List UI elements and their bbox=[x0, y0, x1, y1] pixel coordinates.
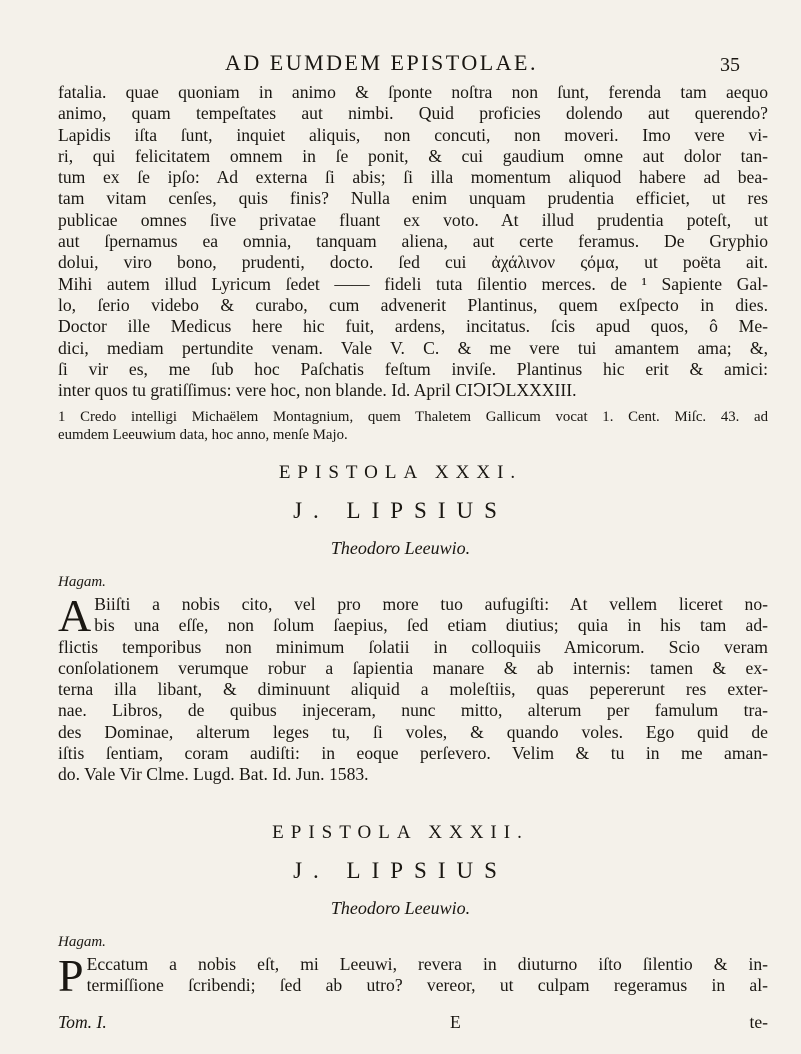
epistola-32-dropcap: P bbox=[58, 950, 84, 1001]
text-line: tum ex ſe ipſo: Ad externa ſi abis; ſi illa momentum aliquod habere ad bea- bbox=[58, 167, 768, 188]
epistola-32-author: J. LIPSIUS bbox=[293, 858, 508, 883]
text-line: Biiſti a nobis cito, vel pro more tuo aufugiſti: At vellem liceret no- bbox=[94, 594, 768, 614]
text-line: bis una eſſe, non ſolum ſaepius, ſed etiam diutius; quia in his tam ad- bbox=[94, 615, 768, 636]
footnote bbox=[58, 408, 768, 444]
running-head: AD EUMDEM EPISTOLAE. bbox=[225, 50, 538, 75]
page-number: 35 bbox=[720, 54, 740, 76]
footnote-line: 1 Credo intelligi Michaëlem Montagnium, quem Thaletem Gallicum vocat 1. Cent. Miſc. 43. ad bbox=[58, 409, 768, 425]
text-line: iſtis ſentiam, coram audiſti: in eoque perſevero. Velim & tu in me aman- bbox=[58, 743, 768, 764]
text-line: dici, mediam pertundite venam. Vale V. C. & me vere tui amantem ama; &, bbox=[58, 337, 768, 358]
text-line: aut ſpernamus ea omnia, tanquam aliena, aut certe feramus. De Gryphio bbox=[58, 231, 768, 252]
text-line: fatalia. quae quoniam in animo & ſponte noſtra non ſunt, ferenda tam aequo bbox=[58, 82, 768, 102]
text-line: lo, ſerio videbo & curabo, cum advenerit Plantinus, quem exſpecto in dies. bbox=[58, 294, 768, 315]
text-line: ri, qui felicitatem omnem in ſe ponit, & cui gaudium omne aut dolor tan- bbox=[58, 145, 768, 166]
epistola-31-dropcap: A bbox=[58, 590, 92, 641]
epistola-32-heading: EPISTOLA XXXII. bbox=[272, 822, 529, 843]
text-line: Mihi autem illud Lyricum ſedet —— fideli tuta ſilentio merces. de ¹ Sapiente Gal- bbox=[58, 273, 768, 294]
tome-mark: Tom. I. bbox=[58, 1012, 107, 1032]
epistola-32-addressee: Theodoro Leeuwio. bbox=[330, 898, 471, 918]
text-line: ſi vir es, me ſub hoc Paſchatis feſtum inviſe. Plantinus hic erit & amici: bbox=[58, 358, 768, 379]
epistola-31-heading: EPISTOLA XXXI. bbox=[278, 462, 523, 483]
text-line: dolui, viro bono, prudenti, docto. ſed cui ἀχάλινον ςόμα, ut poëta ait. bbox=[58, 252, 768, 273]
text-line: termiſſione ſcribendi; ſed ab utro? vereor, ut culpam regeramus in al- bbox=[86, 975, 768, 996]
text-line: tam vitam cenſes, quis finis? Nulla enim unquam prudentia efficiet, ut res bbox=[58, 188, 768, 209]
footnote-line: eumdem Leeuwium data, hoc anno, menſe Majo. bbox=[58, 427, 348, 443]
epistola-31-author: J. LIPSIUS bbox=[293, 498, 508, 523]
epistola-31-place: Hagam. bbox=[58, 574, 106, 590]
text-line: publicae omnes ſive privatae fluant ex voto. At illud prudentia poteſt, ut bbox=[58, 209, 768, 230]
text-line: Doctor ille Medicus here hic fuit, ardens, incitatus. ſcis apud quos, ô Me- bbox=[58, 316, 768, 337]
text-line: nae. Libros, de quibus injeceram, nunc mitto, alterum per famulum tra- bbox=[58, 700, 768, 721]
text-line: des Dominae, alterum leges tu, ſi voles, & quando voles. Ego quid de bbox=[58, 721, 768, 742]
epistola-32-place: Hagam. bbox=[58, 934, 106, 950]
signature-mark: E bbox=[450, 1012, 461, 1032]
text-line: do. Vale Vir Clme. Lugd. Bat. Id. Jun. 1583. bbox=[58, 764, 369, 785]
epistola-32-body bbox=[58, 950, 768, 1001]
prev-letter-body bbox=[58, 82, 768, 401]
text-line: Lapidis iſta ſunt, inquiet aliquis, non concuti, non moveri. Imo vere vi- bbox=[58, 124, 768, 145]
text-line: inter quos tu gratiſſimus: vere hoc, non blande. Id. April CIↃIↃLXXXIII. bbox=[58, 380, 577, 401]
epistola-31-body bbox=[58, 590, 768, 786]
text-line: conſolationem verumque robur a ſapientia manare & ab internis: tamen & ex- bbox=[58, 657, 768, 678]
text-line: terna illa libant, & diminuunt aliquid a moleſtiis, quas pepererunt res exter- bbox=[58, 679, 768, 700]
text-line: animo, quam tempeſtates aut nimbi. Quid proficies dolendo aut querendo? bbox=[58, 103, 768, 124]
catchword: te- bbox=[749, 1012, 768, 1032]
text-line: flictis temporibus non minimum ſolatii in colloquiis Amicorum. Scio veram bbox=[58, 636, 768, 657]
text-line: Eccatum a nobis eſt, mi Leeuwi, revera in diuturno iſto ſilentio & in- bbox=[86, 954, 768, 974]
epistola-31-addressee: Theodoro Leeuwio. bbox=[330, 538, 471, 558]
